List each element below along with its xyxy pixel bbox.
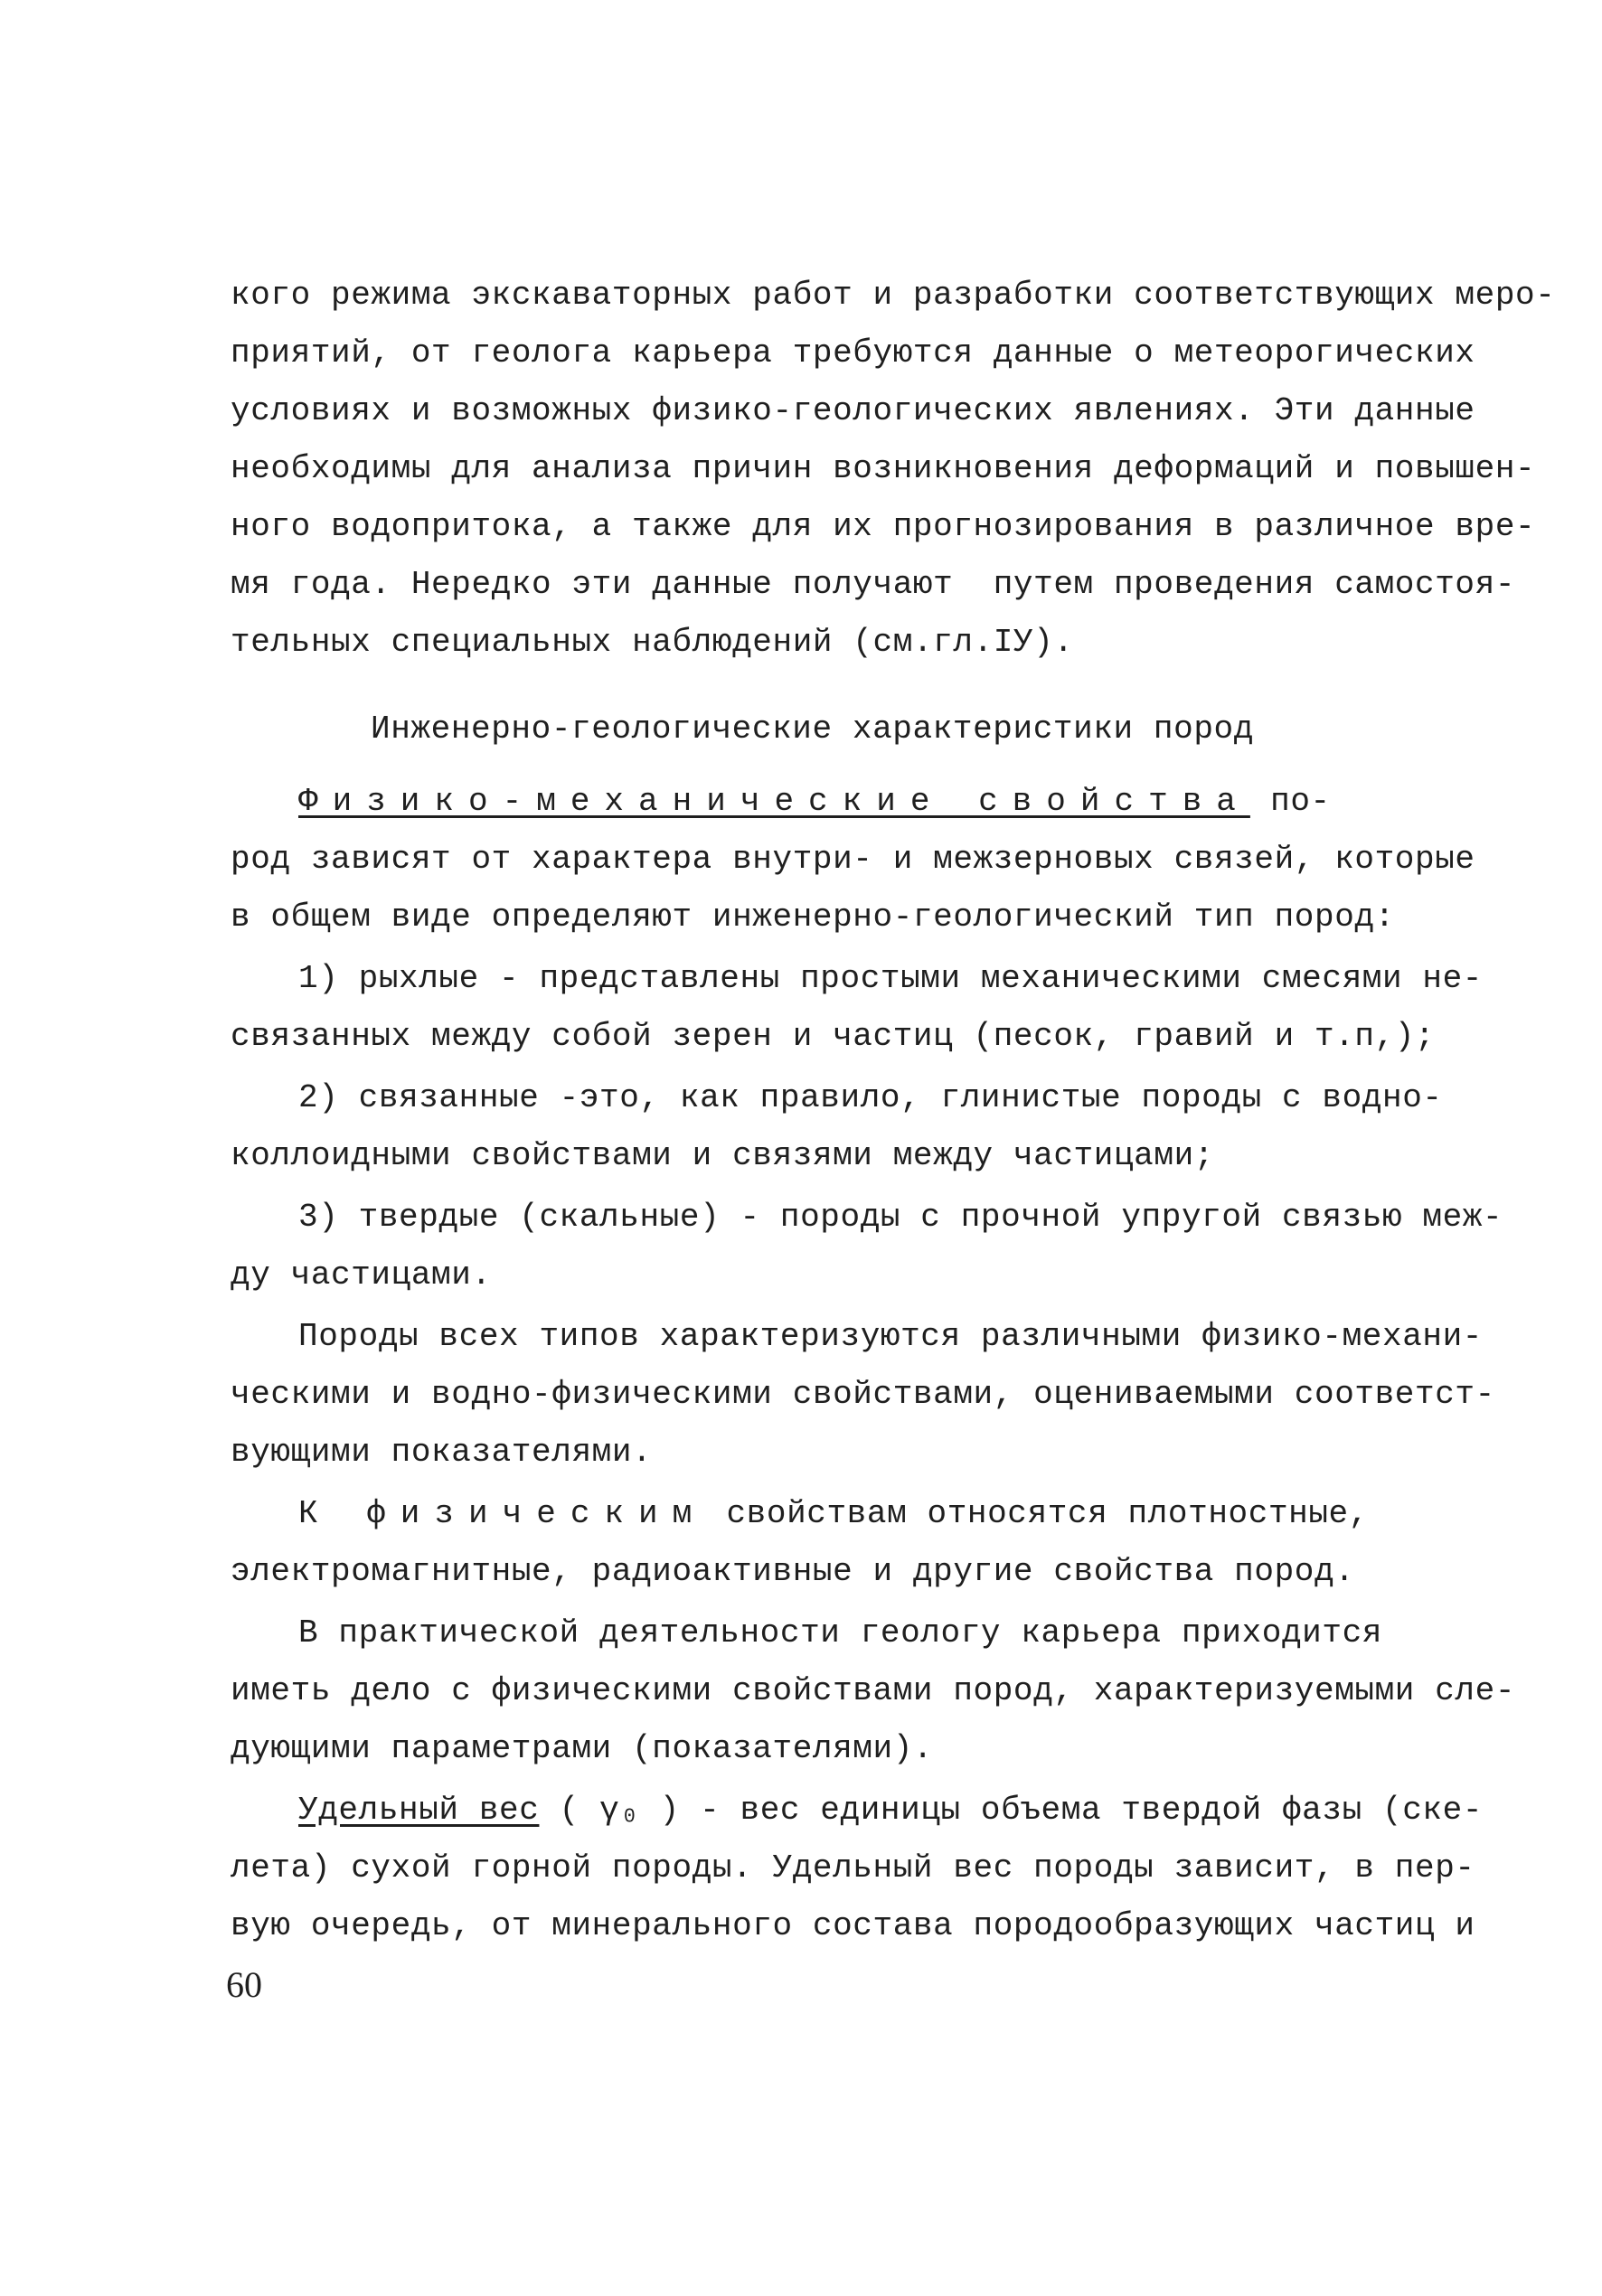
list-item-line: 1) рыхлые - представлены простыми механическими смесями не- xyxy=(298,960,1484,997)
paragraph-line: лета) сухой горной породы. Удельный вес породы зависит, в пер- xyxy=(231,1849,1475,1887)
line-continuation: ( γ₀ ) - вес единицы объема твердой фазы (ске- xyxy=(539,1792,1484,1829)
page-number: 60 xyxy=(226,1964,262,2005)
paragraph-line: приятий, от геолога карьера требуются данные о метеорогических xyxy=(231,334,1475,372)
paragraph-first-line xyxy=(298,1494,1369,1534)
line-continuation: по- xyxy=(1249,783,1331,820)
list-item-line: 2) связанные -это, как правило, глинистые породы с водно- xyxy=(298,1079,1443,1116)
paragraph-line: необходимы для анализа причин возникновения деформаций и повышен- xyxy=(231,450,1536,487)
paragraph-line: иметь дело с физическими свойствами пород, характеризуемыми сле- xyxy=(231,1672,1516,1709)
paragraph-line: условиях и возможных физико-геологических явлениях. Эти данные xyxy=(231,392,1475,429)
underlined-term: Удельный вес xyxy=(298,1792,540,1829)
paragraph-line: ного водопритока, а также для их прогнозирования в различное вре- xyxy=(231,508,1536,545)
paragraph-line: вующими показателями. xyxy=(231,1434,653,1471)
paragraph-line: в общем виде определяют инженерно-геологический тип пород: xyxy=(231,899,1395,936)
paragraph-line: Породы всех типов характеризуются различными физико-механи- xyxy=(298,1318,1484,1355)
section-heading: Инженерно-геологические характеристики пород xyxy=(371,710,1254,748)
paragraph-line: В практической деятельности геологу карьера приходится xyxy=(298,1614,1382,1651)
paragraph-first-line xyxy=(298,1791,1483,1830)
paragraph-line: кого режима экскаваторных работ и разработки соответствующих меро- xyxy=(231,277,1556,314)
spaced-term: К физическим xyxy=(298,1495,707,1532)
paragraph-line: дующими параметрами (показателями). xyxy=(231,1730,934,1767)
list-item-line: 3) твердые (скальные) - породы с прочной упругой связью меж- xyxy=(298,1199,1503,1236)
paragraph-line: электромагнитные, радиоактивные и другие свойства пород. xyxy=(231,1553,1355,1590)
list-item-line: коллоидными свойствами и связями между частицами; xyxy=(231,1137,1214,1174)
list-item-line: ду частицами. xyxy=(231,1256,492,1294)
list-item-line: связанных между собой зерен и частиц (песок, гравий и т.п,); xyxy=(231,1018,1436,1055)
line-continuation: свойствам относятся плотностные, xyxy=(706,1495,1369,1532)
paragraph-line: мя года. Нередко эти данные получают путем проведения самостоя- xyxy=(231,566,1516,603)
spaced-term: Физико-механические свойства xyxy=(298,783,1250,820)
paragraph-line: тельных специальных наблюдений (см.гл.IУ). xyxy=(231,624,1074,661)
paragraph-line: ческими и водно-физическими свойствами, оцениваемыми соответст- xyxy=(231,1376,1495,1413)
paragraph-line: вую очередь, от минерального состава породообразующих частиц и xyxy=(231,1907,1475,1944)
paragraph-line: род зависят от характера внутри- и межзерновых связей, которые xyxy=(231,841,1475,878)
paragraph-first-line xyxy=(298,782,1331,822)
